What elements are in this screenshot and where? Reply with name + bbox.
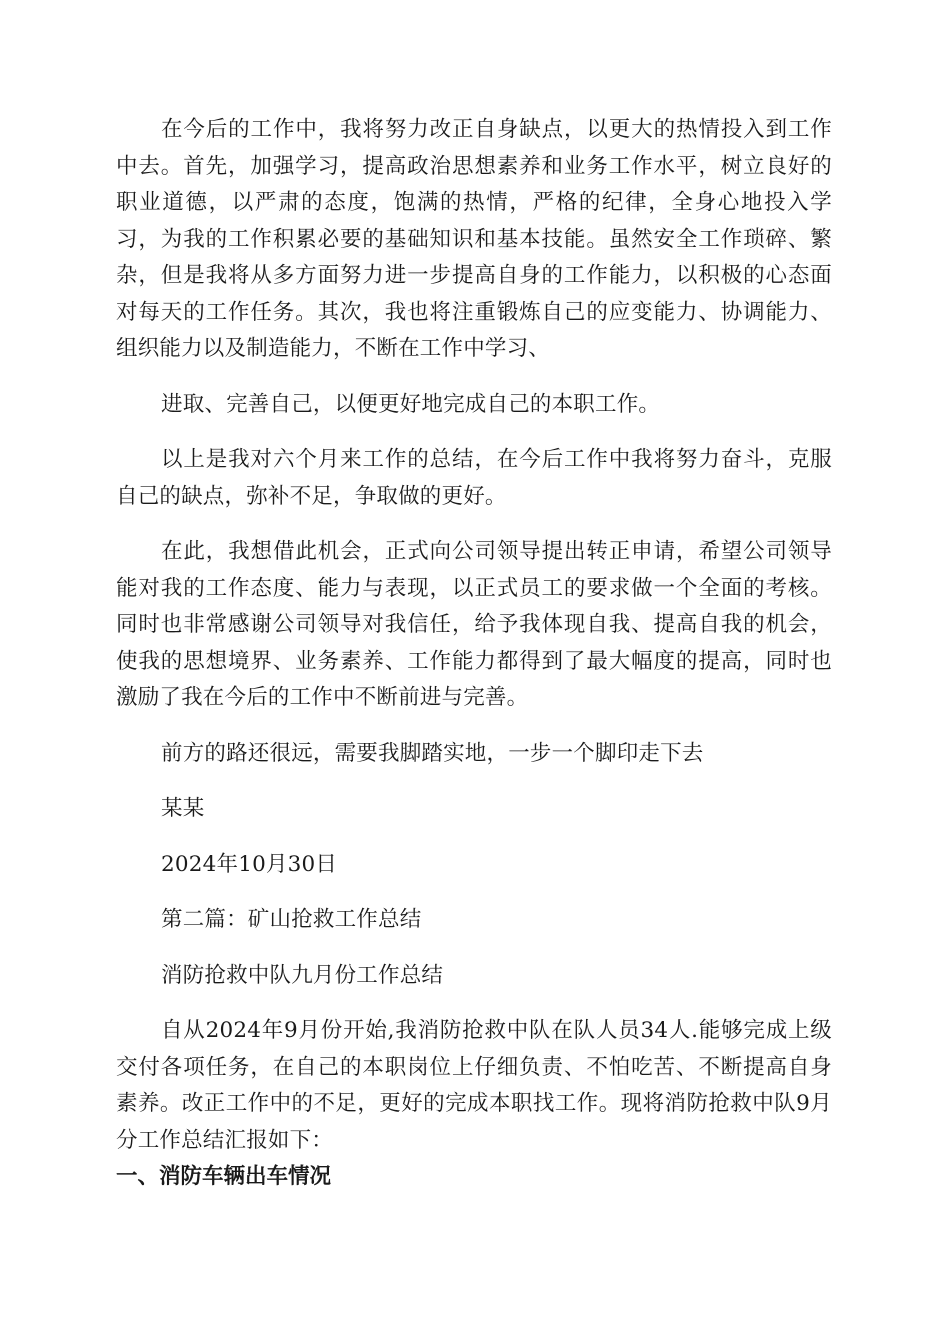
section-heading: 一、消防车辆出车情况 — [116, 1164, 332, 1189]
second-article-title: 第二篇：矿山抢救工作总结 — [161, 907, 422, 932]
paragraph-work-plan: 在今后的工作中，我将努力改正自身缺点，以更大的热情投入到工作中去。首先，加强学习，提高政治思想素养和业务工作水平，树立良好的职业道德，以严肃的态度，饱满的热情，严格的纪律，全身心地投入学习，为我的工作积累必要的基础知识和基本技能。虽然安全工作琐碎、繁杂，但是我将从多方面努力进一步提高自身的工作能力，以积极的心态面对每天的工作任务。其次，我也将注重锻炼自己的应变能力、协调能力、组织能力以及制造能力，不断在工作中学习、 — [116, 117, 832, 361]
paragraph-summary: 以上是我对六个月来工作的总结，在今后工作中我将努力奋斗，克服自己的缺点，弥补不足，争取做的更好。 — [116, 447, 832, 509]
signature-date: 2024年10月30日 — [161, 851, 338, 877]
paragraph-probation-request: 在此，我想借此机会，正式向公司领导提出转正申请，希望公司领导能对我的工作态度、能力与表现，以正式员工的要求做一个全面的考核。同时也非常感谢公司领导对我信任，给予我体现自我、提高自我的机会，使我的思想境界、业务素养、工作能力都得到了最大幅度的提高，同时也激励了我在今后的工作中不断前进与完善。 — [116, 539, 832, 710]
paragraph-self-improvement: 进取、完善自己，以便更好地完成自己的本职工作。 — [161, 391, 661, 417]
paragraph-closing-line: 前方的路还很远，需要我脚踏实地，一步一个脚印走下去 — [161, 740, 704, 766]
paragraph-report-intro: 自从2024年9月份开始,我消防抢救中队在队人员34人.能够完成上级交付各项任务，在自己的本职岗位上仔细负责、不怕吃苦、不断提高自身素养。改正工作中的不足，更好的完成本职找工作。现将消防抢救中队9月分工作总结汇报如下： — [116, 1018, 832, 1153]
report-title: 消防抢救中队九月份工作总结 — [161, 962, 444, 988]
document-body — [116, 112, 832, 1196]
signature-name: 某某 — [161, 796, 205, 821]
